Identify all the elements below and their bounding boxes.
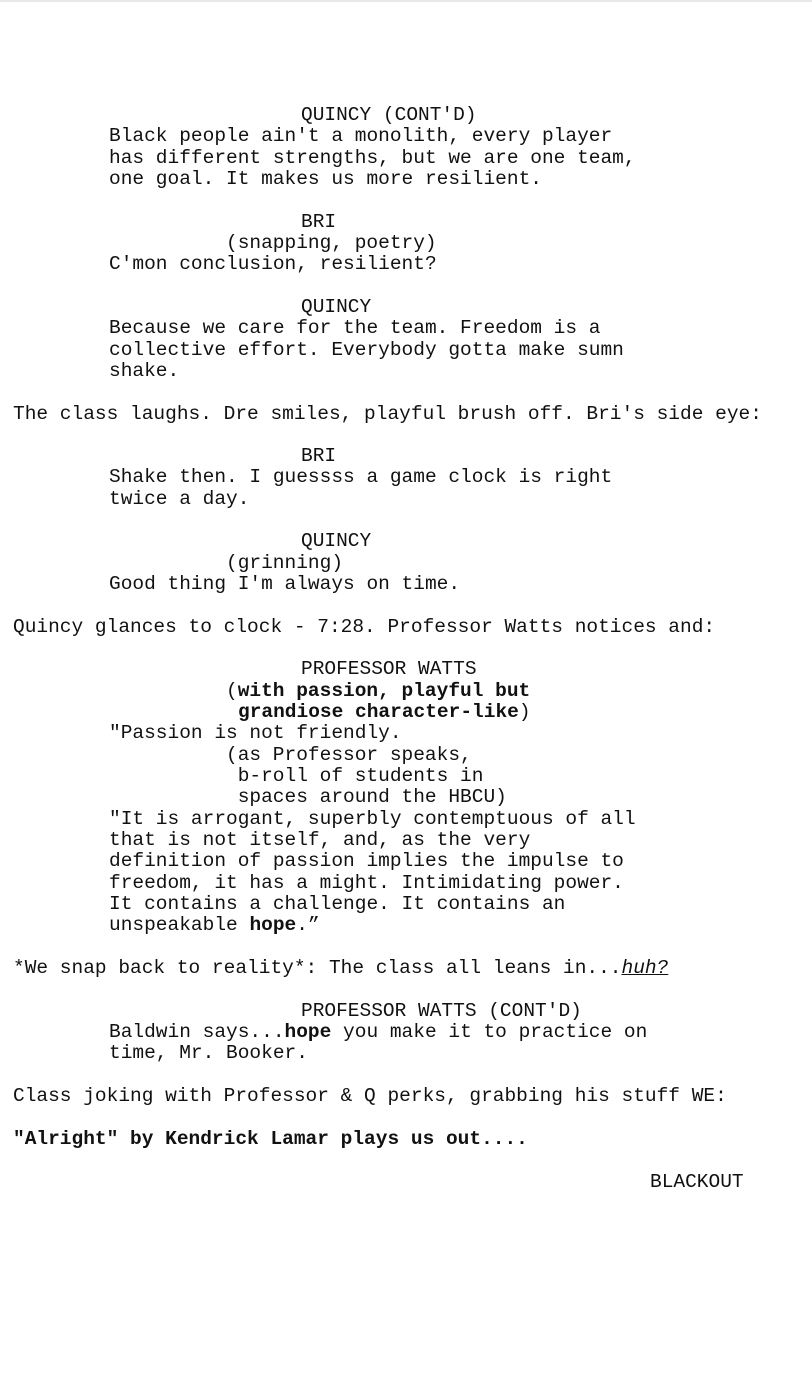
dialogue-line: "Passion is not friendly. <box>109 722 402 744</box>
character-name-quincy-contd: QUINCY (CONT'D) <box>301 104 477 126</box>
dialogue-line: unspeakable hope.” <box>109 914 320 936</box>
dialogue-line: definition of passion implies the impulse to <box>109 850 624 872</box>
dialogue-line: Black people ain't a monolith, every player <box>109 125 613 147</box>
dialogue-line: C'mon conclusion, resilient? <box>109 253 437 275</box>
parenthetical: b-roll of students in <box>226 765 484 787</box>
character-name-quincy: QUINCY <box>301 296 372 318</box>
dialogue-line: Shake then. I guessss a game clock is right <box>109 466 613 488</box>
action-line: *We snap back to reality*: The class all leans in...huh? <box>13 957 669 979</box>
character-name-quincy: QUINCY <box>301 530 372 552</box>
character-name-bri: BRI <box>301 445 337 467</box>
top-border <box>0 0 812 2</box>
character-name-professor-watts: PROFESSOR WATTS <box>301 658 477 680</box>
dialogue-line: "It is arrogant, superbly contemptuous of all <box>109 808 636 830</box>
dialogue-line: one goal. It makes us more resilient. <box>109 168 542 190</box>
transition: BLACKOUT <box>650 1171 744 1193</box>
parenthetical: (with passion, playful but <box>226 680 531 702</box>
parenthetical: (grinning) <box>226 552 344 574</box>
dialogue-line: has different strengths, but we are one team, <box>109 147 636 169</box>
action-line: Class joking with Professor & Q perks, grabbing his stuff WE: <box>13 1085 727 1107</box>
dialogue-line: Good thing I'm always on time. <box>109 573 461 595</box>
dialogue-line: freedom, it has a might. Intimidating power. <box>109 872 624 894</box>
dialogue-line: shake. <box>109 360 180 382</box>
parenthetical: spaces around the HBCU) <box>226 786 507 808</box>
dialogue-line: It contains a challenge. It contains an <box>109 893 566 915</box>
dialogue-line: Because we care for the team. Freedom is a <box>109 317 601 339</box>
parenthetical: (snapping, poetry) <box>226 232 437 254</box>
dialogue-line: twice a day. <box>109 488 250 510</box>
parenthetical: (as Professor speaks, <box>226 744 472 766</box>
character-name-bri: BRI <box>301 211 337 233</box>
action-line: The class laughs. Dre smiles, playful brush off. Bri's side eye: <box>13 403 762 425</box>
music-cue: "Alright" by Kendrick Lamar plays us out.... <box>13 1128 528 1150</box>
dialogue-line: Baldwin says...hope you make it to practice on <box>109 1021 648 1043</box>
character-name-professor-watts-contd: PROFESSOR WATTS (CONT'D) <box>301 1000 582 1022</box>
dialogue-line: that is not itself, and, as the very <box>109 829 531 851</box>
dialogue-line: time, Mr. Booker. <box>109 1042 308 1064</box>
action-line: Quincy glances to clock - 7:28. Professor Watts notices and: <box>13 616 716 638</box>
dialogue-line: collective effort. Everybody gotta make sumn <box>109 339 624 361</box>
parenthetical: grandiose character-like) <box>238 701 531 723</box>
